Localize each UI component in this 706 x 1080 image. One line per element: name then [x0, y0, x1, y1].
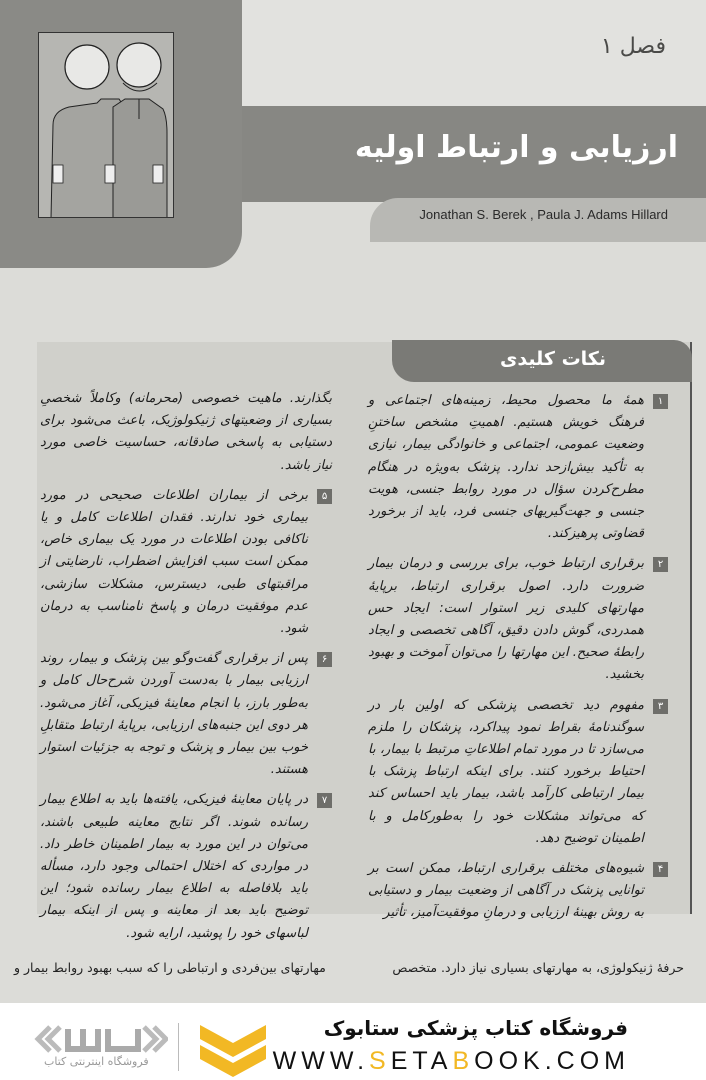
url-accent: B: [452, 1047, 475, 1075]
key-point-text: پس از برقراری گفت‌وگو بین پزشک و بیمار، روند ارزیابی بیمار با به‌دست آوردن شرح‌حال کامل و به‌طور بارز، با انجام معاینهٔ فیزیکی، آغاز می‌شود. هر دوی این جنبه‌های ارزیابی، برپایهٔ ارتباط متقابلِ خوب بین بیمار و پزشک و توجه به جزئیات استوار هستند.: [40, 651, 308, 778]
key-point-text: همهٔ ما محصول محیط، زمینه‌های اجتماعی و فرهنگ خویش هستیم. اهمیتِ مشخص ساختنِ وضعیت عمومی، اجتماعی و خانوادگی بیمار، نیازی به تأکید بیش‌ازحد ندارد. پزشک به‌ویژه در هنگام مطرح‌کردن سؤال در مورد روابط جنسی، هویت جنسی و جهت‌گیریهای جنسی فرد، باید از برخورد قضاوتی پرهیزکند.: [368, 393, 644, 542]
key-point-4-continuation: بگذارند. ماهیت خصوصی (محرمانه) وکاملاً شخصیِ بسیاری از وضعیتهای ژنیکولوژیک، باعث می‌شود برای دستیابی به پاسخی صادقانه، حساسیت خاصی مورد نیاز باشد.: [40, 391, 332, 473]
key-point-text: برقراری ارتباط خوب، برای بررسی و درمان بیمار ضرورت دارد. اصول برقراری ارتباط، برپایهٔ مهارتهای کلیدی زیر استوار است: ایجاد حس همدردی، گوش دادن دقیق، آگاهی تخصصی و ایجاد رابطهٔ صحیح. این مهارتها را می‌توان آموخت و بهبود بخشید.: [368, 556, 644, 683]
key-point-number: ۳: [653, 699, 668, 714]
key-point-7: [40, 789, 332, 944]
logo-subtitle: فروشگاه اینترنتی کتاب: [44, 1055, 149, 1068]
key-point-number: ۵: [317, 489, 332, 504]
store-name: فروشگاه کتاب پزشکی ستابوک: [323, 1016, 628, 1040]
two-women-illustration: [38, 32, 174, 218]
key-point-number: ۶: [317, 652, 332, 667]
body-text-left: مهارتهای بین‌فردی و ارتباطی را که سبب بهبود روابط بیمار و: [14, 960, 326, 975]
key-point-number: ۷: [317, 793, 332, 808]
key-points-title: نکات کلیدی: [500, 348, 606, 370]
store-url[interactable]: [273, 1047, 630, 1076]
key-point-6: [40, 648, 332, 781]
url-part: WWW.: [272, 1047, 370, 1075]
body-text-right: حرفهٔ ژنیکولوژی، به مهارتهای بسیاری نیاز دارد. متخصص: [392, 960, 684, 975]
store-banner: [0, 1003, 706, 1080]
key-point-5: [40, 485, 332, 640]
authors: Jonathan S. Berek , Paula J. Adams Hillard: [419, 207, 668, 222]
url-accent: S: [369, 1047, 391, 1075]
logo-divider: [178, 1023, 179, 1071]
chapter-title: ارزیابی و ارتباط اولیه: [354, 130, 678, 165]
key-point-1: [368, 390, 668, 545]
chapter-label: فصل ۱: [600, 34, 666, 59]
key-point-text: شیوه‌های مختلف برقراری ارتباط، ممکن است بر توانایی پزشک در آگاهی از وضعیت بیمار و دستیابی به روش بهینهٔ ارزیابی و درمانِ موفقیت‌آمیز، تأثیر: [368, 861, 644, 921]
url-part: ETA: [390, 1047, 453, 1075]
key-point-text: مفهوم دید تخصصی پزشکی که اولین بار در سوگندنامهٔ بقراط نمود پیداکرد، پزشکان را ملزم می‌سازد تا در مورد تمام اطلاعاتِ مرتبط با بیمار، با احتیاط برخورد کنند. برای اینکه ارتباط پزشک با بیمار ارتباطی کارآمد باشد، بیمار باید احساس کند که می‌تواند مشکلات خود را به‌طورکامل و با اطمینان توضیح دهد.: [368, 697, 644, 846]
url-part: OOK.COM: [474, 1047, 630, 1075]
key-point-number: ۲: [653, 557, 668, 572]
key-points-column-right: [368, 390, 668, 933]
key-point-number: ۱: [653, 394, 668, 409]
key-point-number: ۴: [653, 862, 668, 877]
key-point-4: [368, 858, 668, 925]
key-point-2: [368, 553, 668, 686]
key-point-text: برخی از بیماران اطلاعات صحیحی در مورد بیماری خود ندارند. فقدان اطلاعات کامل و یا ناکافی بودن اطلاعات در مورد یک بیماری خاص، ممکن است سبب افزایش اضطراب، نارضایتی از مراقبتهای طبی، دیسترس، مشکلات سازشی، عدم موفقیت درمان و پاسخ نامناسب به درمان شود.: [40, 487, 308, 637]
chevron-logo-icon: [198, 1021, 268, 1079]
key-points-column-left: [40, 388, 332, 953]
key-point-3: [368, 695, 668, 850]
key-point-text: در پایان معاینهٔ فیزیکی، یافته‌ها باید به اطلاع بیمار رسانده شوند. اگر نتایج معاینه طبیعی باشند، می‌توان در این مورد به بیمار اطمینان خاطر داد. در مواردی که اختلال احتمالی وجود دارد، مسأله باید بلافاصله به اطلاع بیمار رسانده شود؛ این توضیح باید بعد از معاینه و پس از اینکه بیمار لباسهای خود را پوشید، ارایه شود.: [40, 792, 308, 941]
